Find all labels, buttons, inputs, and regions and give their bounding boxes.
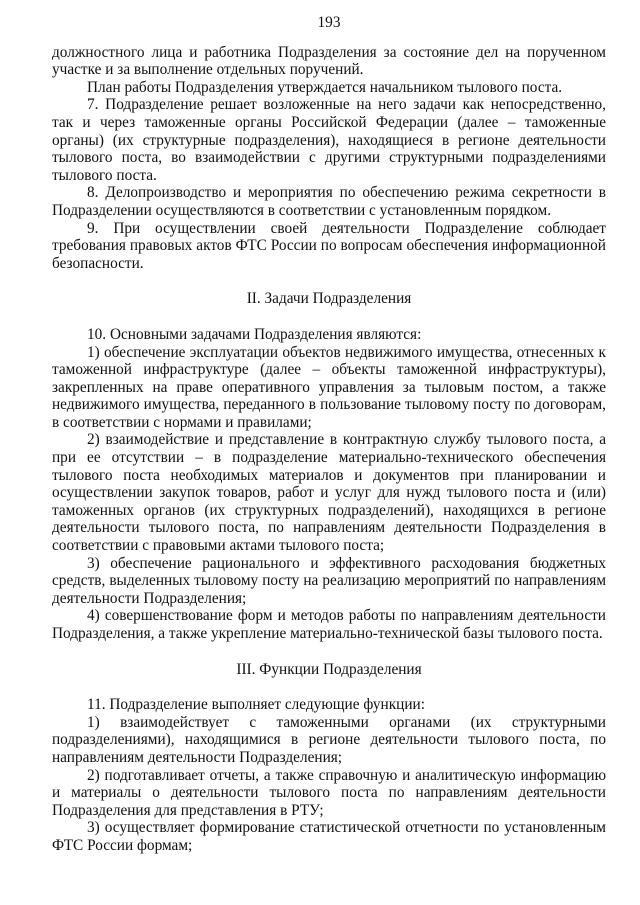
section-heading-tasks: II. Задачи Подразделения — [246, 290, 412, 308]
paragraph: 8. Делопроизводство и мероприятия по обеспечению режима секретности в Подразделении осуществляются в соответствии с установленным порядком. — [52, 184, 606, 219]
paragraph: должностного лица и работника Подразделения за состояние дел на порученном участке и за выполнение отдельных поручений. — [52, 43, 606, 79]
list-item: 2) взаимодействие и представление в контрактную службу тылового поста, а при ее отсутствии – в подразделение материально-технического обеспечения тылового поста необходимых материалов и документов при планировании и осуществлении закупок товаров, работ и услуг для нужд тылового поста и (или) таможенных органов (их структурных подразделений), находящихся в регионе деятельности тылового поста, по направлениям деятельности Подразделения в соответствии с правовыми актами тылового поста; — [52, 431, 606, 555]
list-item: 1) взаимодействует с таможенными органами (их структурными подразделениями), находящимися в регионе деятельности тылового поста, по направлениям деятельности Подразделения; — [52, 713, 606, 766]
section-heading-functions: III. Функции Подразделения — [236, 660, 422, 678]
paragraph: 7. Подразделение решает возложенные на него задачи как непосредственно, так и через таможенные органы Российской Федерации (далее – таможенные органы) (их структурные подразделения), находящиеся в регионе деятельности тылового поста, во взаимодействии с другими структурными подразделениями тылового поста. — [52, 96, 606, 184]
list-item: 2) подготавливает отчеты, а также справочную и аналитическую информацию и материалы о деятельности тылового поста по направлениям деятельности Подразделения для представления в РТУ; — [52, 766, 606, 819]
list-item: 1) обеспечение эксплуатации объектов недвижимого имущества, отнесенных к таможенной инфраструктуре (далее – объекты таможенной инфраструктуры), закрепленных на праве оперативного управления за тыловым постом, а также недвижимого имущества, переданного в пользование тыловому посту по договорам, в соответствии с нормами и правилами; — [52, 343, 606, 431]
intro-text — [52, 44, 606, 273]
section-tasks — [52, 326, 606, 643]
paragraph: 10. Основными задачами Подразделения являются: — [87, 325, 422, 343]
list-item: 3) обеспечение рационального и эффективного расходования бюджетных средств, выделенных тыловому посту на реализацию мероприятий по направлениям деятельности Подразделения; — [52, 554, 606, 607]
list-item: 4) совершенствование форм и методов работы по направлениям деятельности Подразделения, а также укрепление материально-технической базы тылового поста. — [52, 607, 606, 642]
paragraph: План работы Подразделения утверждается начальником тылового поста. — [87, 78, 563, 96]
page-number: 193 — [317, 14, 341, 31]
paragraph: 11. Подразделение выполняет следующие функции: — [87, 696, 425, 714]
paragraph: 9. При осуществлении своей деятельности Подразделение соблюдает требования правовых актов ФТС России по вопросам обеспечения информационной безопасности. — [52, 219, 606, 272]
section-functions — [52, 696, 606, 854]
list-item: 3) осуществляет формирование статистической отчетности по установленным ФТС России формам; — [52, 819, 606, 854]
